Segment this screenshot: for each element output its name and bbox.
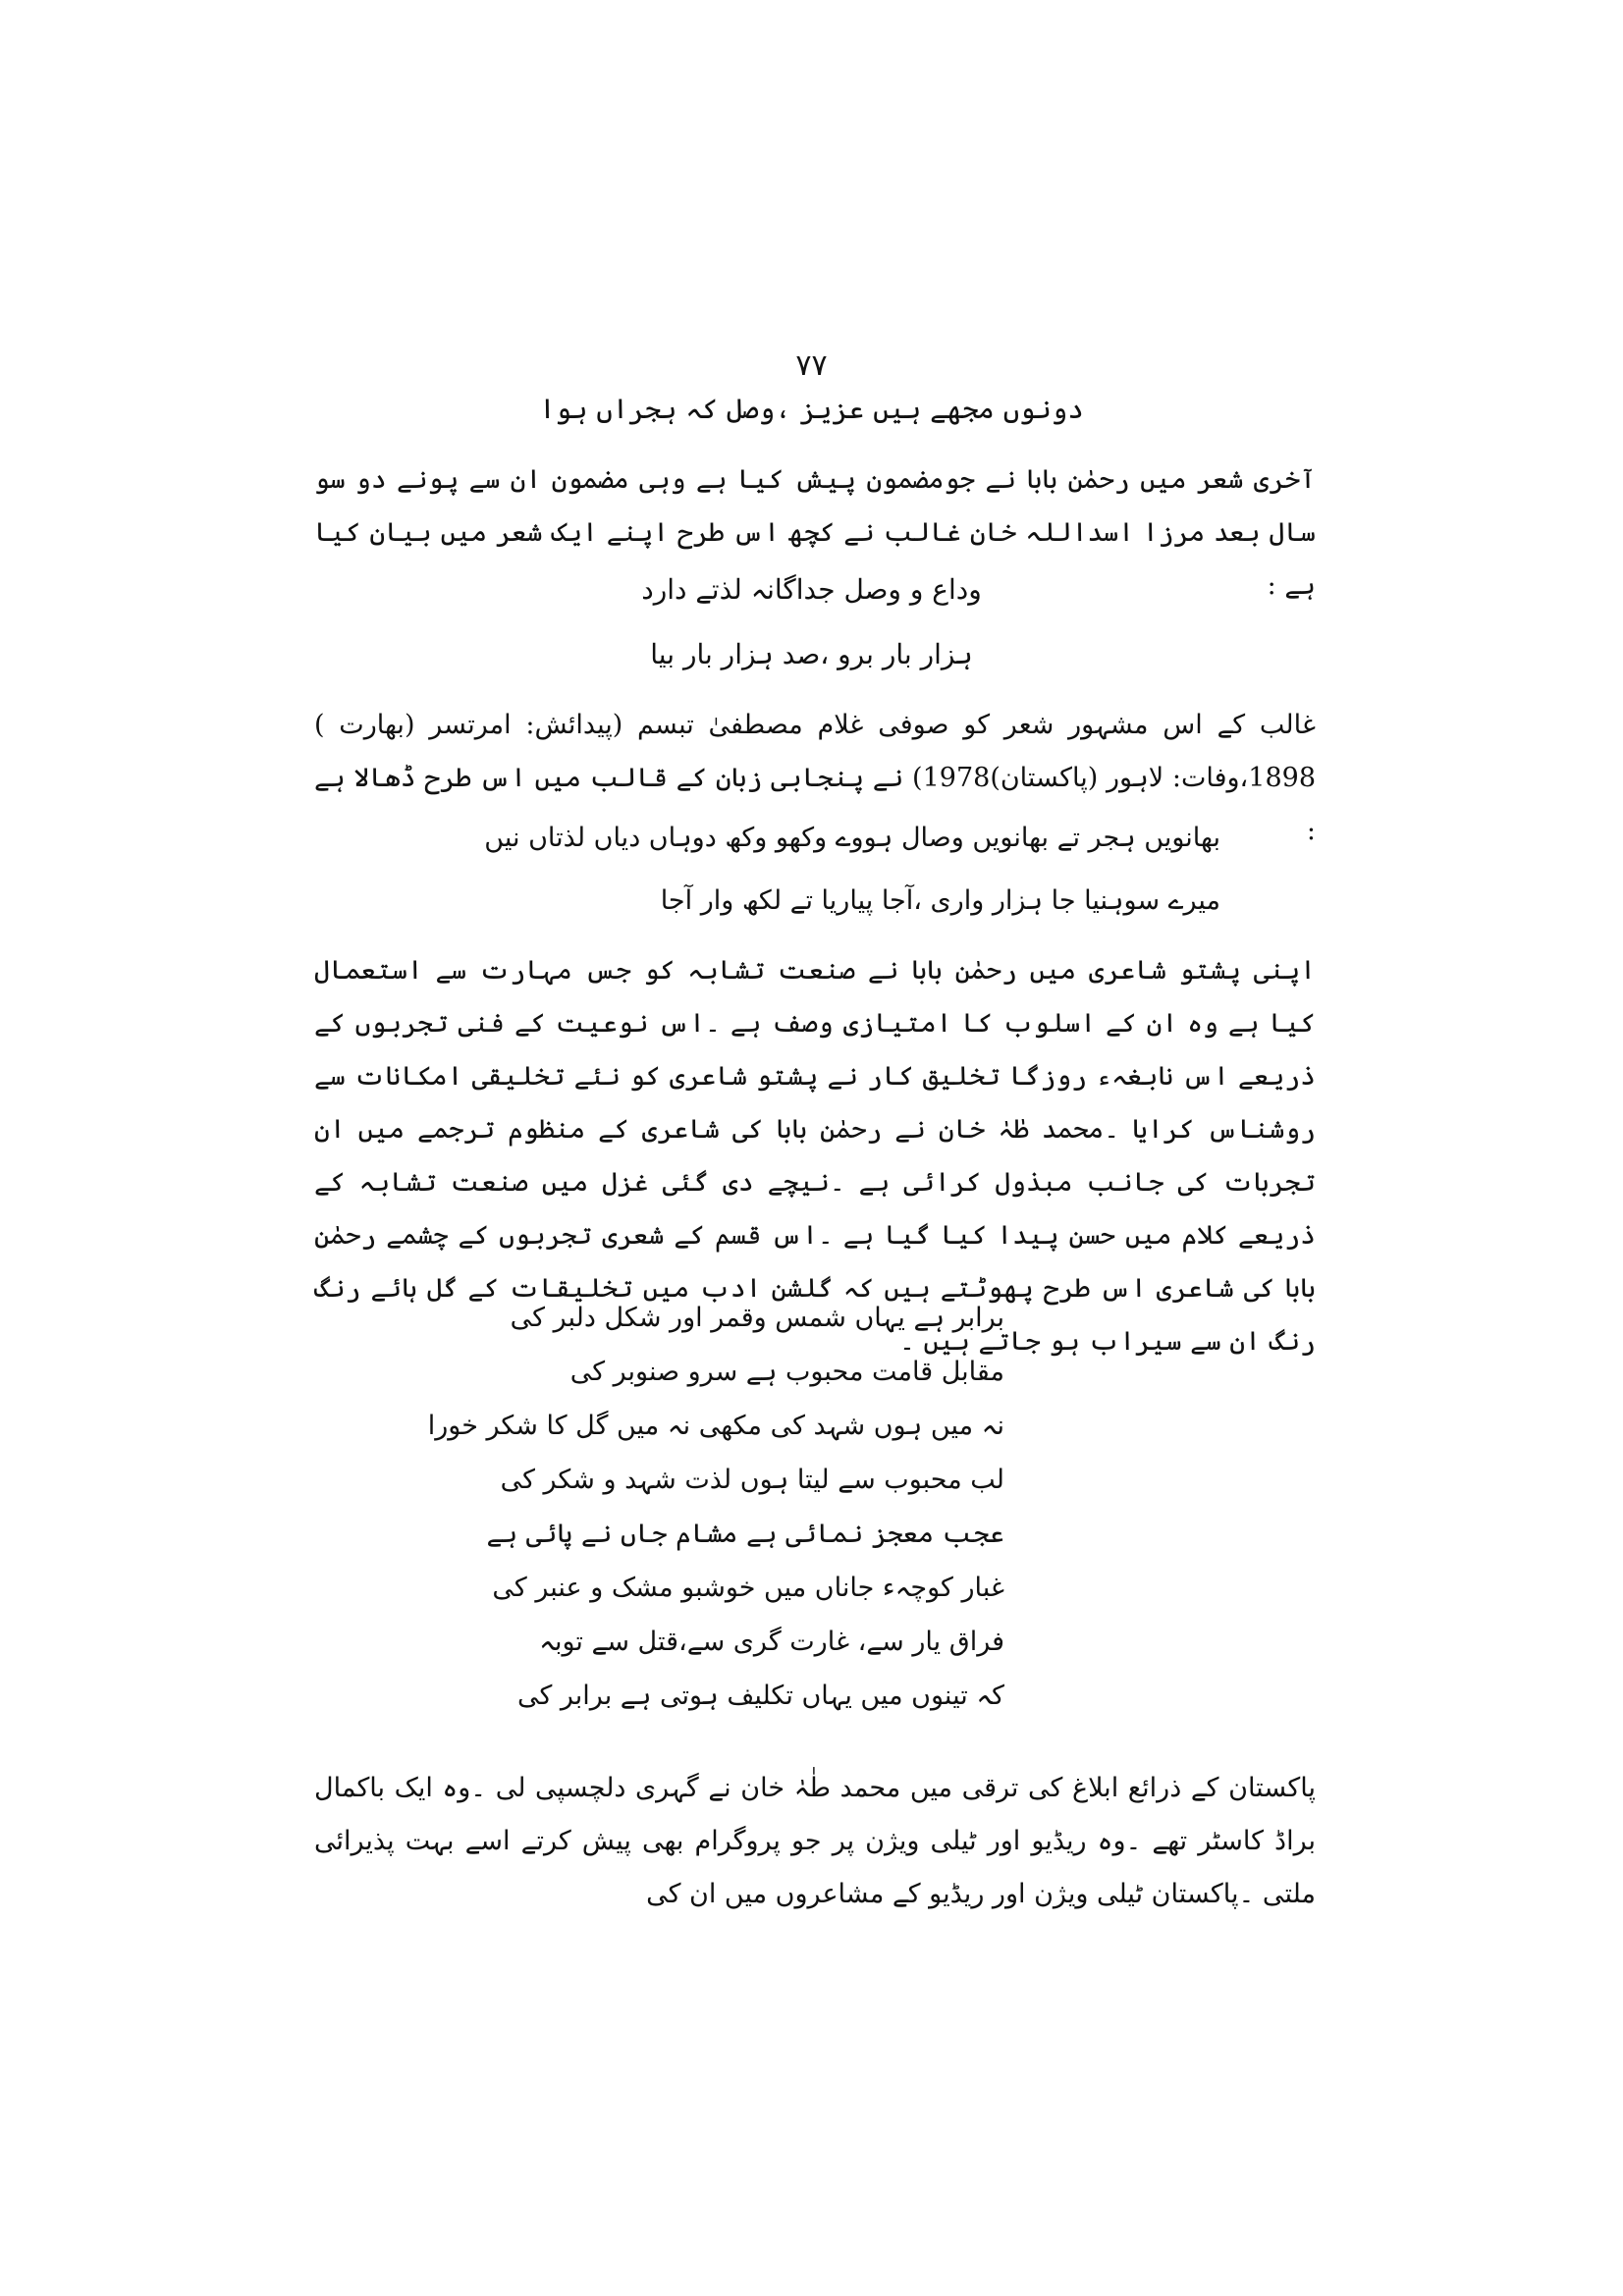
ghazal-verses	[427, 1291, 1004, 1723]
paragraph-ghalib-intro: آخری شعر میں رحمٰن بابا نے جومضمون پیش کیا ہے وہی مضمون ان سے پونے دو سو سال بعد مرزا اسداللہ خان غالب نے کچھ اس طرح اپنے ایک شعر میں بیان کیا ہے :	[314, 464, 1316, 601]
ghazal-line: فراق یار سے، غارت گری سے،قتل سے توبہ	[539, 1627, 1004, 1657]
paragraph-tabassum-intro: غالب کے اس مشہور شعر کو صوفی غلام مصطفیٰ تبسم (پیدائش: امرتسر (بھارت ) 1898،وفات: لاہور (پاکستان)1978) نے پنجابی زبان کے قالب میں اس طرح ڈھالا ہے :	[314, 710, 1316, 846]
paragraph-broadcasting: پاکستان کے ذرائع ابلاغ کی ترقی میں محمد طٰہٰ خان نے گہری دلچسپی لی ۔وہ ایک باکمال براڈ کاسٹر تھے ۔وہ ریڈیو اور ٹیلی ویژن پر جو پروگرام بھی پیش کرتے اسے بہت پذیرائی ملتی ۔پاکستان ٹیلی ویژن اور ریڈیو کے مشاعروں میں ان کی	[314, 1773, 1316, 1909]
ghazal-line: عجب معجز نمائی ہے مشام جاں نے پائی ہے	[486, 1519, 1004, 1549]
ghazal-line: کہ تینوں میں یہاں تکلیف ہوتی ہے برابر کی	[516, 1681, 1004, 1711]
ghazal-line: لب محبوب سے لیتا ہوں لذت شہد و شکر کی	[500, 1465, 1004, 1495]
ghazal-line: نہ میں ہوں شہد کی مکھی نہ میں گل کا شکر خورا	[427, 1411, 1004, 1441]
page-number: ۷۷	[795, 348, 828, 383]
persian-verse-line-2: ہزار بار برو ،صد ہزار بار بیا	[650, 638, 973, 670]
persian-verse-line-1: وداع و وصل جداگانہ لذتے دارد	[641, 573, 982, 606]
ghazal-line: مقابل قامت محبوب ہے سرو صنوبر کی	[569, 1357, 1004, 1387]
punjabi-verse-line-2: میرے سوہنیا جا ہزار واری ،آجا پیاریا تے لکھ وار آجا	[660, 885, 1220, 916]
opening-verse: دونوں مجھے ہیں عزیز ،وصل کہ ہجراں ہوا	[539, 393, 1084, 425]
paragraph-tashabuh: اپنی پشتو شاعری میں رحمٰن بابا نے صنعت تشابہ کو جس مہارت سے استعمال کیا ہے وہ ان کے اسلوب کا امتیازی وصف ہے ۔اس نوعیت کے فنی تجربوں کے ذریعے اس نابغہء روزگا تخلیق کار نے پشتو شاعری کو نئے تخلیقی امکانات سے روشناس کرایا ۔محمد طٰہٰ خان نے رحمٰن بابا کی شاعری کے منظوم ترجمے میں ان تجربات کی جانب مبذول کرائی ہے ۔نیچے دی گئی غزل میں صنعت تشابہ کے ذریعے کلام میں حسن پیدا کیا گیا ہے ۔اس قسم کے شعری تجربوں کے چشمے رحمٰن بابا کی شاعری اس طرح پھوٹتے ہیں کہ گلشن ادب میں تخلیقات کے گل ہائے رنگ رنگ ان سے سیراب ہو جاتے ہیں ۔	[314, 955, 1316, 1357]
ghazal-line: غبار کوچہء جاناں میں خوشبو مشک و عنبر کی	[492, 1573, 1004, 1603]
punjabi-verse-line-1: بھانویں ہجر تے بھانویں وصال ہووے وکھو وکھ دوہاں دیاں لذتاں نیں	[484, 823, 1220, 853]
ghazal-line: برابر ہے یہاں شمس وقمر اور شکل دلبر کی	[510, 1303, 1004, 1333]
